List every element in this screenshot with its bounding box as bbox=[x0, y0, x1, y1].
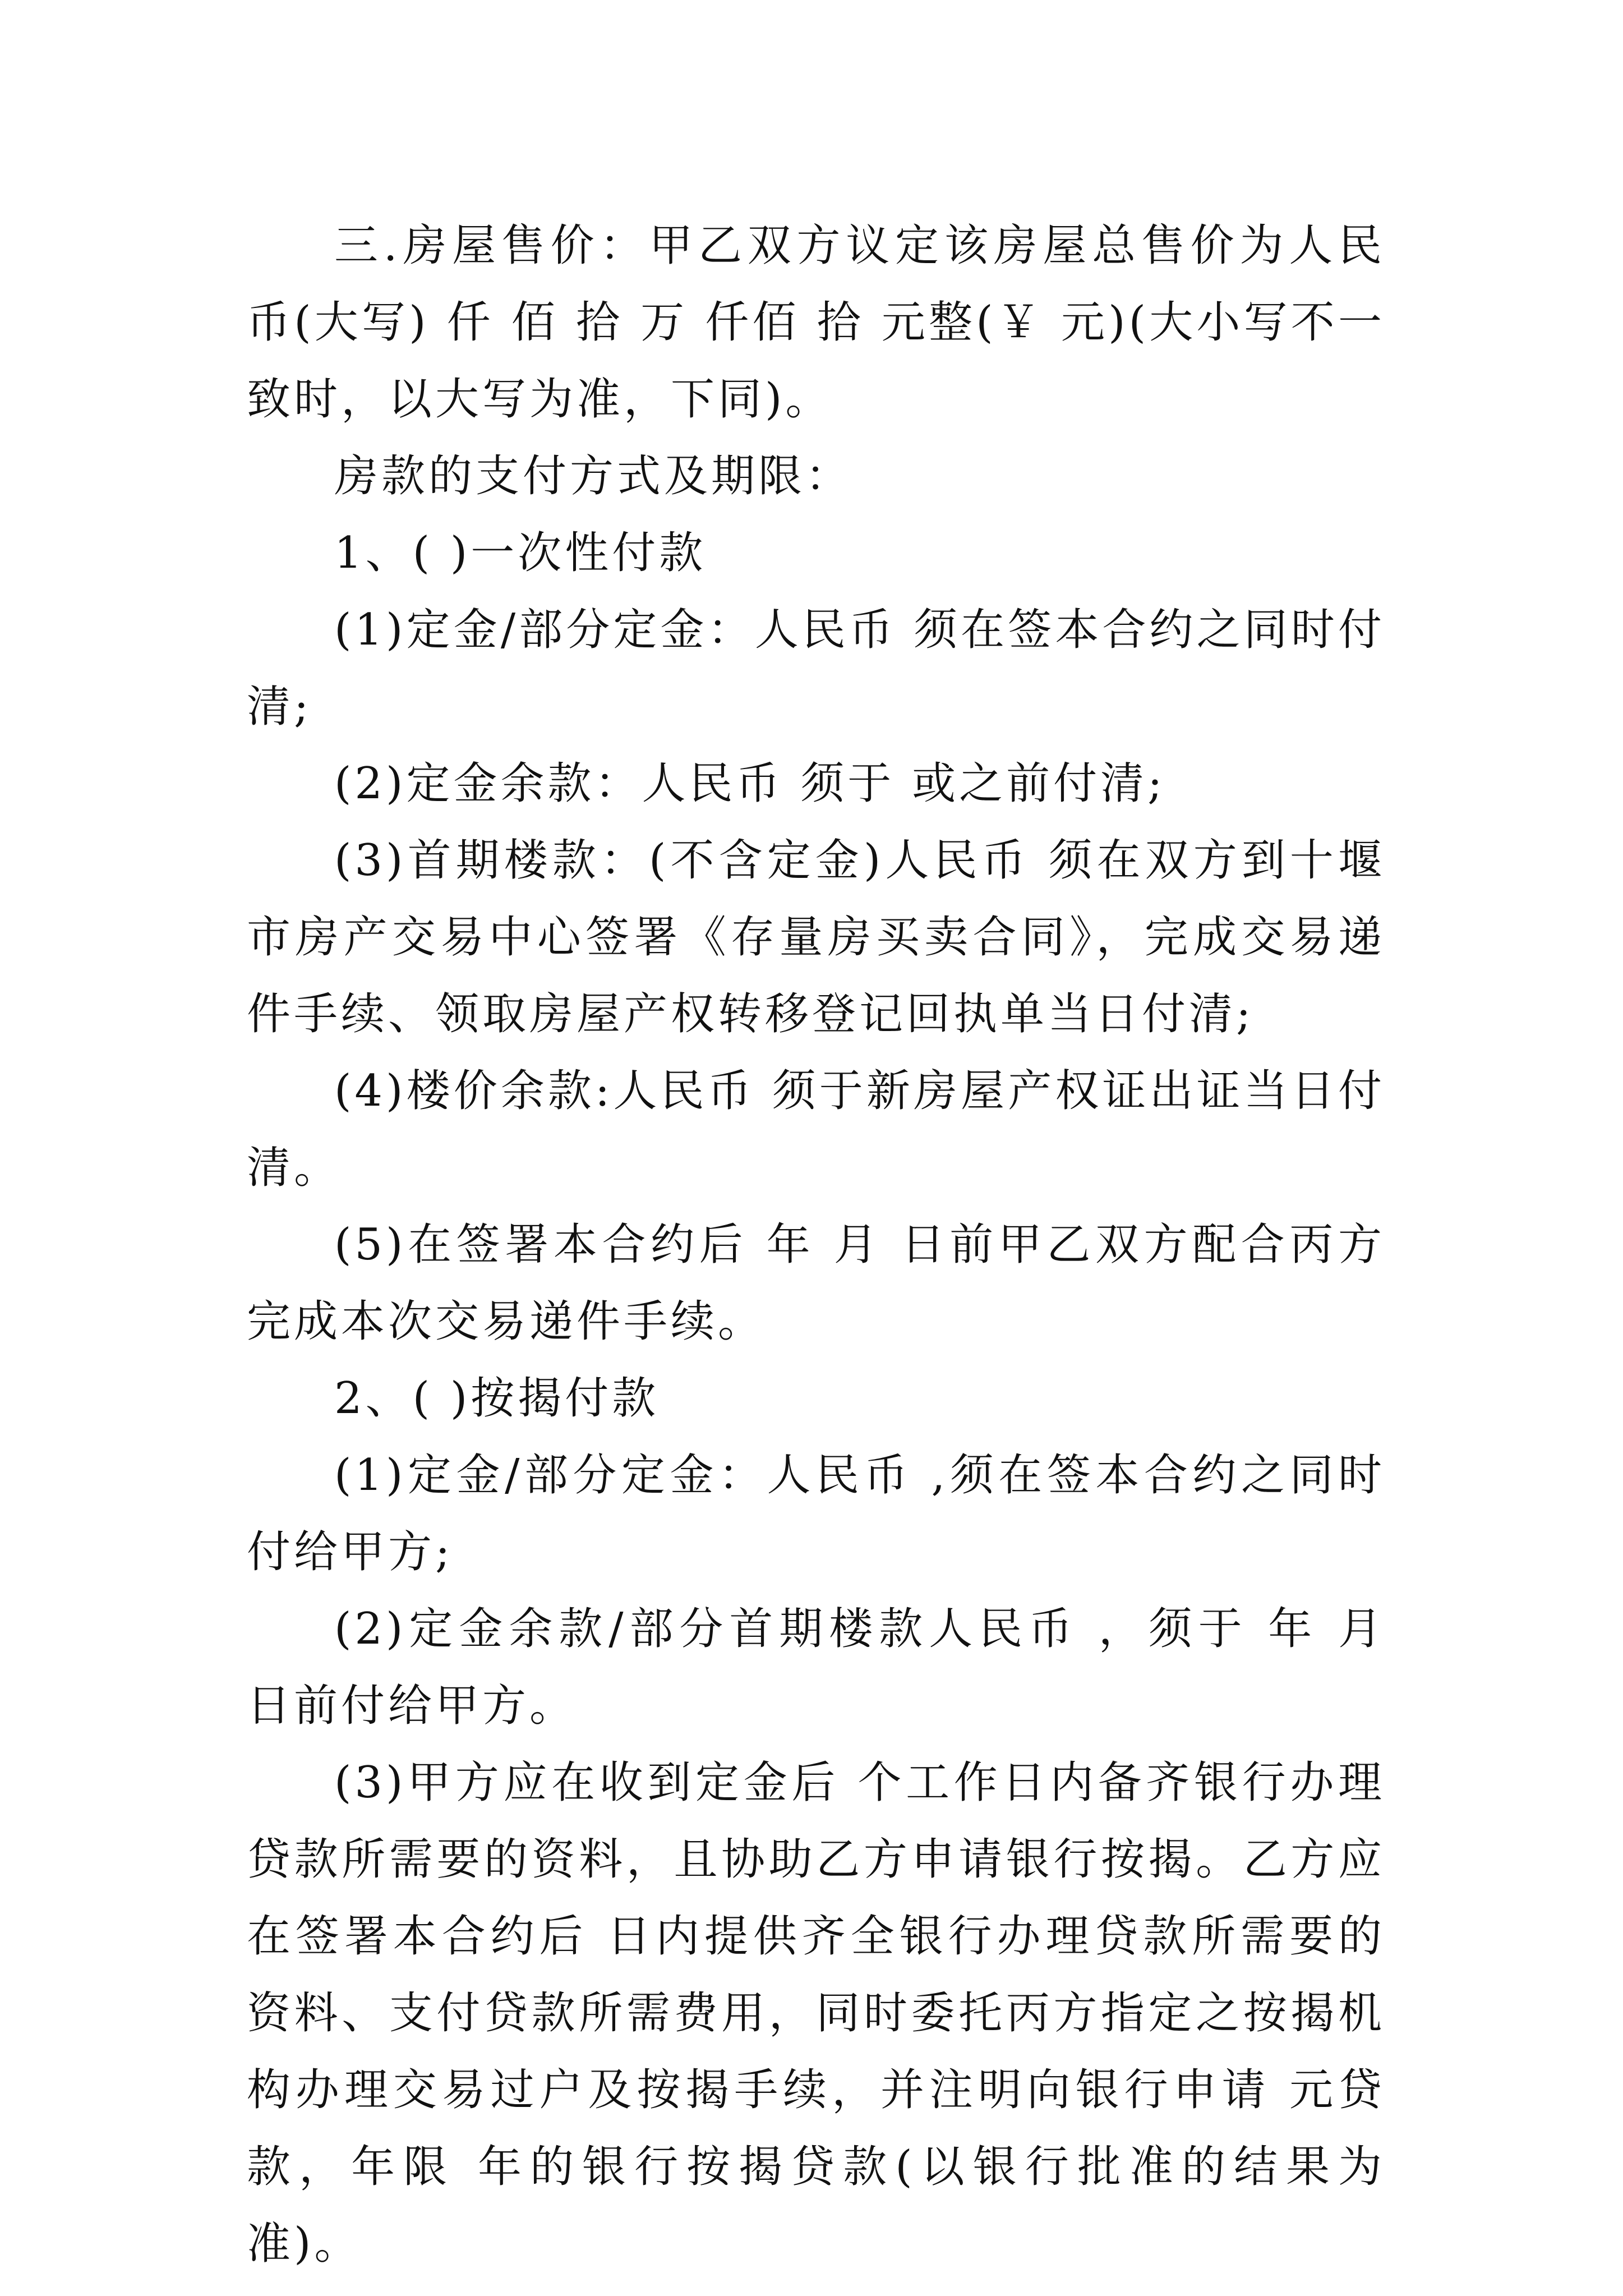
document-body bbox=[247, 208, 1385, 2283]
paragraph-price-balance: (4)楼价余款:人民币 须于新房屋产权证出证当日付清。 bbox=[247, 1066, 1385, 1193]
paragraph-payment-method-heading: 房款的支付方式及期限： bbox=[334, 451, 853, 501]
paragraph-mortgage-payment: 2、( )按揭付款 bbox=[334, 1373, 660, 1424]
paragraph-transaction-filing: (5)在签署本合约后 年 月 日前甲乙双方配合丙方完成本次交易递件手续。 bbox=[247, 1220, 1385, 1347]
paragraph-deposit-balance: (2)定金余款：人民币 须于 或之前付清; bbox=[334, 758, 1166, 809]
paragraph-first-installment: (3)首期楼款：(不含定金)人民币 须在双方到十堰市房产交易中心签署《存量房买卖合同》，完成交易递件手续、领取房屋产权转移登记回执单当日付清; bbox=[247, 835, 1385, 1039]
paragraph-house-price: 三.房屋售价：甲乙双方议定该房屋总售价为人民币(大写) 仟 佰 拾 万 仟佰 拾 元整(￥ 元)(大小写不一致时，以大写为准，下同)。 bbox=[247, 220, 1385, 425]
paragraph-one-time-payment: 1、( )一次性付款 bbox=[334, 528, 707, 578]
paragraph-mortgage-procedure: (3)甲方应在收到定金后 个工作日内备齐银行办理贷款所需要的资料，且协助乙方申请银行按揭。乙方应在签署本合约后 日内提供齐全银行办理贷款所需要的资料、支付贷款所需费用，同时委托丙方指定之按揭机构办理交易过户及按揭手续，并注明向银行申请 元贷款，年限 年的银行按揭贷款(以银行批准的结果为准)。 bbox=[247, 1757, 1385, 2269]
paragraph-deposit: (1)定金/部分定金：人民币 须在签本合约之同时付清; bbox=[247, 605, 1385, 732]
paragraph-mortgage-deposit: (1)定金/部分定金：人民币 ,须在签本合约之同时付给甲方; bbox=[247, 1450, 1385, 1577]
paragraph-mortgage-deposit-balance: (2)定金余款/部分首期楼款人民币 ，须于 年 月 日前付给甲方。 bbox=[247, 1604, 1385, 1731]
